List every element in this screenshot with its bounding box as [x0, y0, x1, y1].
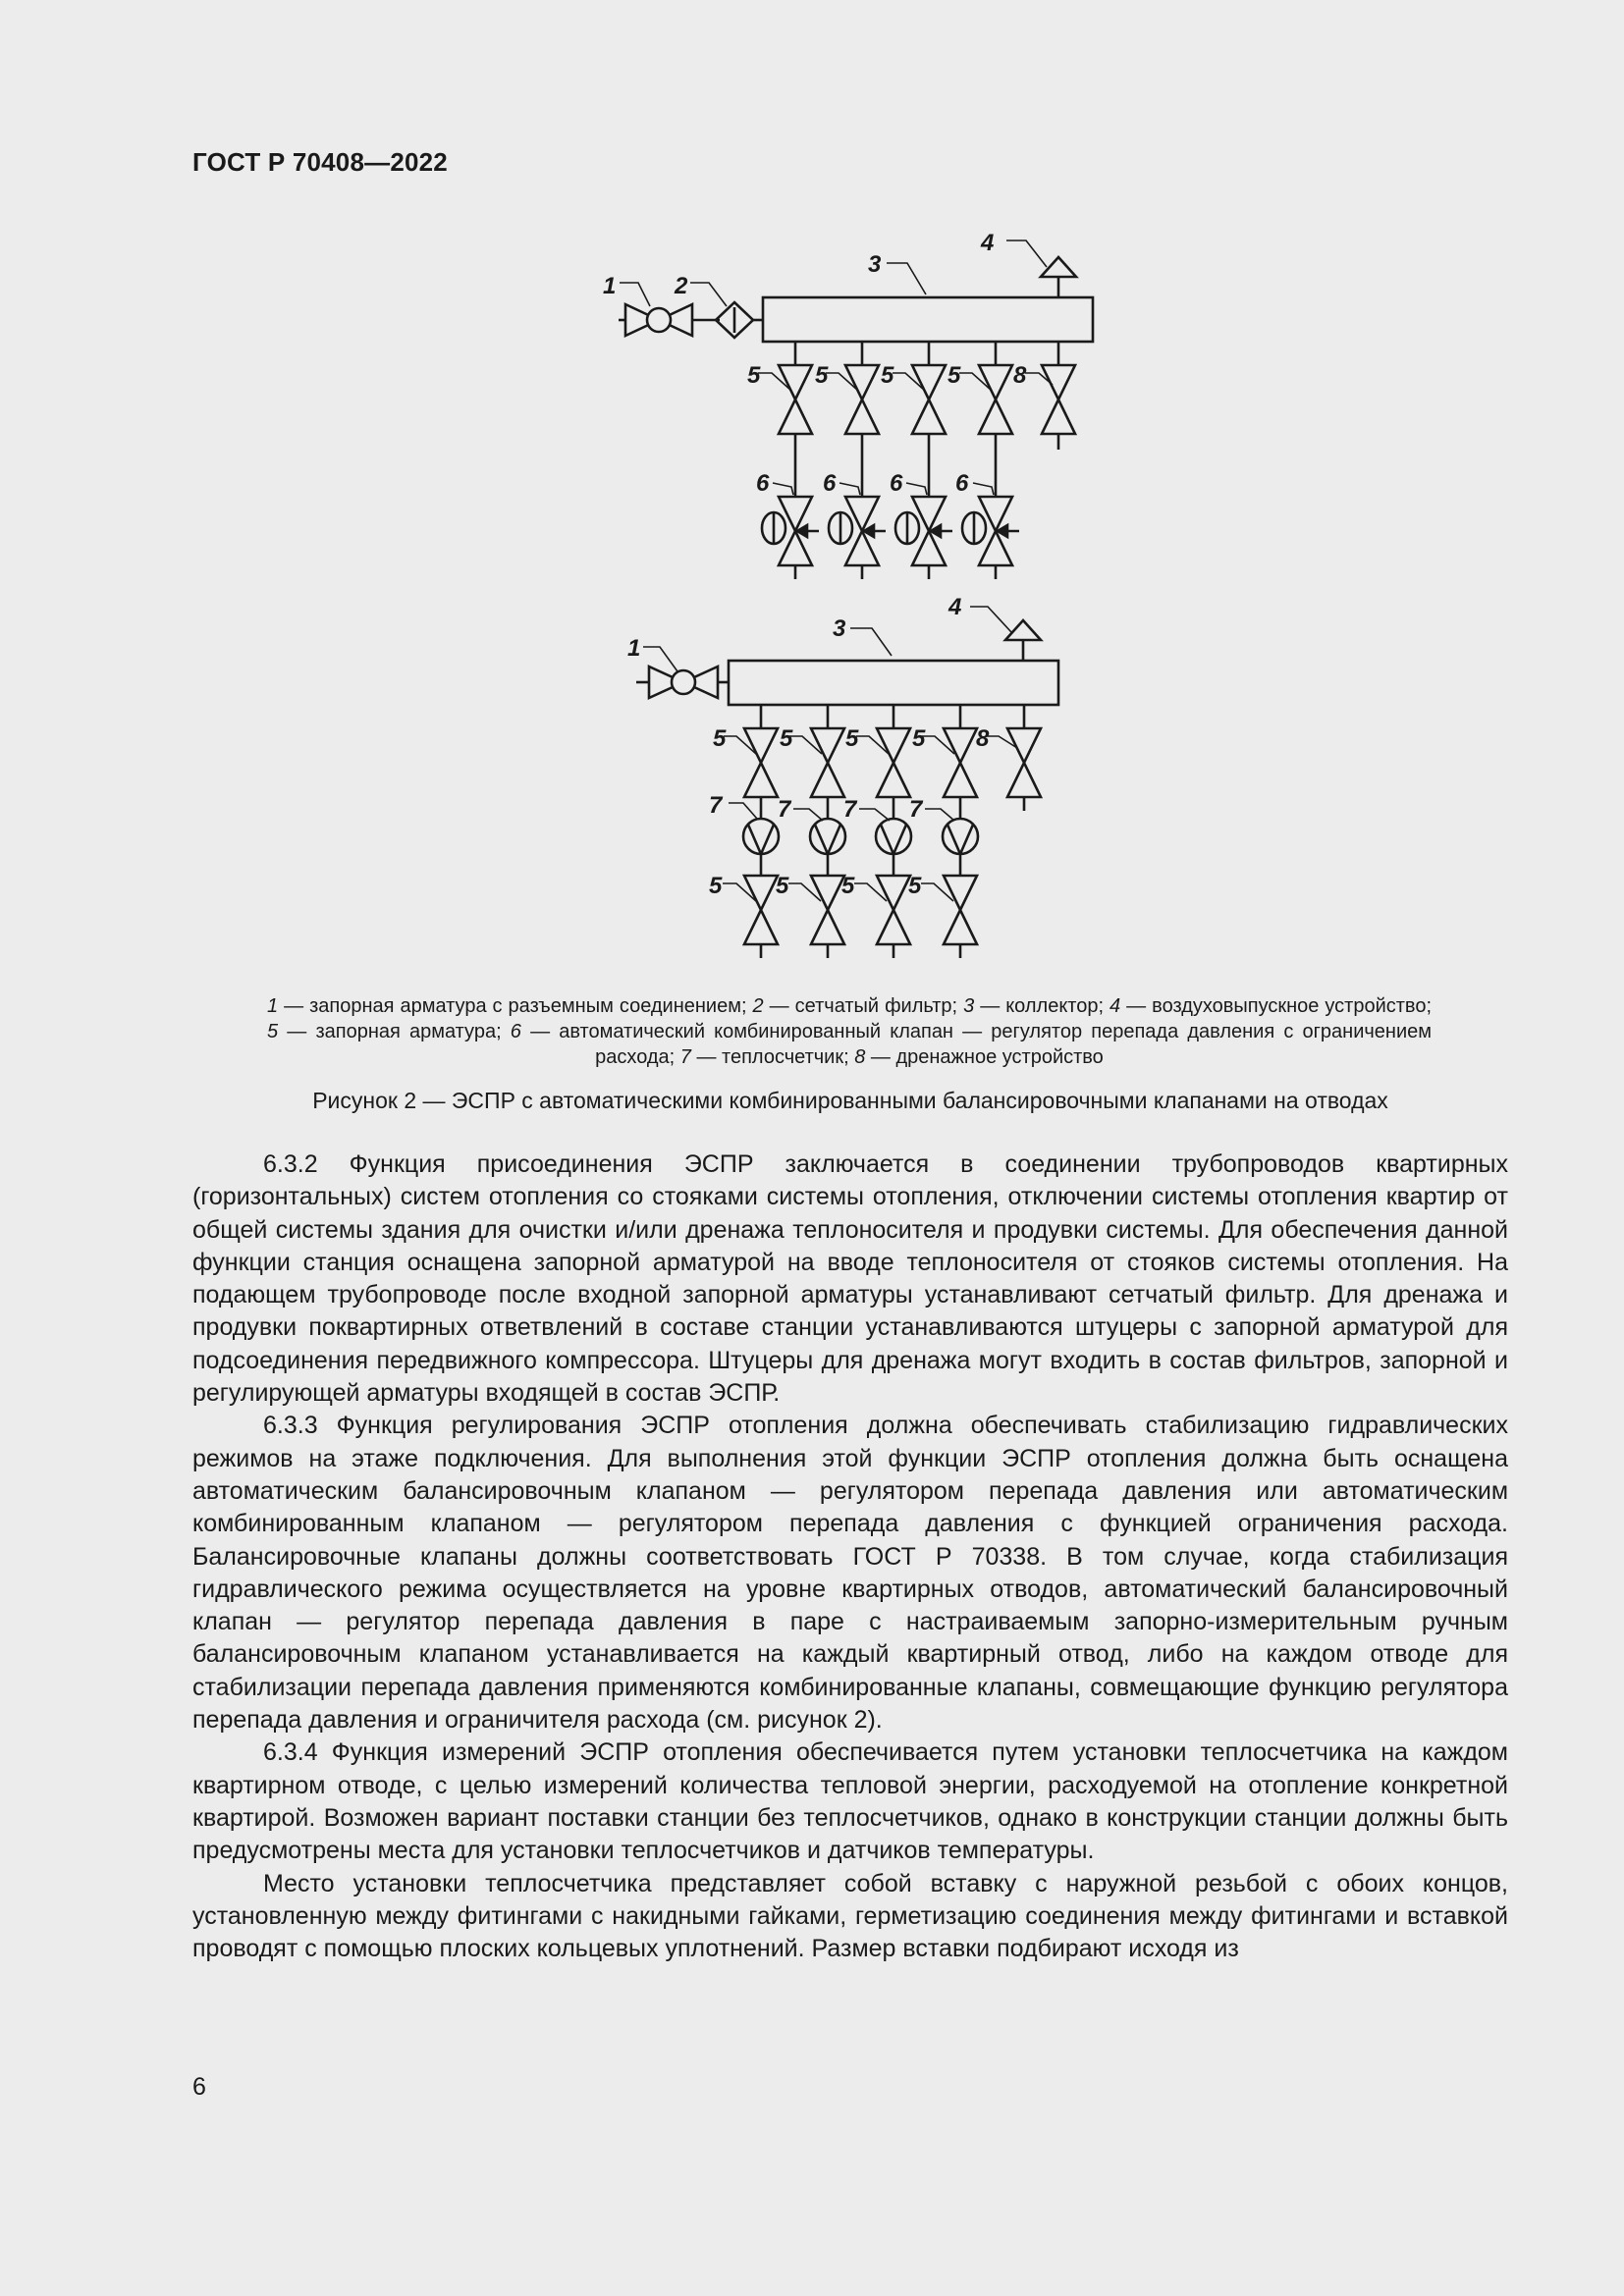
label-4: 4: [981, 230, 995, 256]
label-5: 5: [881, 362, 894, 389]
paragraph-6-3-3: 6.3.3 Функция регулирования ЭСПР отопления должна обеспечивать стабилизацию гидравлических режимов на этаже подключения. Для выполнения этой функции ЭСПР отопления должна быть оснащена автоматическим балансировочным клапаном — регулятором перепада давления или автоматическим комбинированным клапаном — регулятором перепада давления с функцией ограничения расхода. Балансировочные клапаны должны соответствовать ГОСТ Р 70338. В том случае, когда стабилизация гидравлического режима осуществляется на уровне квартирных отводов, автоматический балансировочный клапан — регулятор перепада давления в паре с настраиваемым запорно-измерительным ручным балансировочным клапаном устанавливается на каждый квартирный отвод, либо на каждом отводе для стабилизации перепада давления применяются комбинированные клапаны, совмещающие функцию регулятора перепада давления и ограничителя расхода (см. рисунок 2).: [192, 1412, 1508, 1735]
label-5: 5: [845, 725, 859, 752]
label-6: 6: [890, 470, 903, 497]
label-8: 8: [976, 725, 990, 752]
label-3: 3: [868, 251, 882, 278]
legend-text-1: — запорная арматура с разъемным соединением;: [278, 995, 753, 1017]
legend-num-5: 5: [267, 1021, 279, 1042]
label-5: 5: [912, 725, 926, 752]
label-1: 1: [603, 273, 617, 299]
label-5: 5: [780, 725, 793, 752]
label-5: 5: [815, 362, 829, 389]
paragraph-6-3-2: 6.3.2 Функция присоединения ЭСПР заключается в соединении трубопроводов квартирных (горизонтальных) систем отопления со стояками системы отопления, отключении системы отопления квартир от общей системы здания для очистки и/или дренажа теплоносителя и продувки системы. Для обеспечения данной функции станция оснащена запорной арматурой на вводе теплоносителя от стояков системы отопления. На подающем трубопроводе после входной запорной арматуры устанавливают сетчатый фильтр. Для дренажа и продувки поквартирных ответвлений в составе станции устанавливаются штуцеры с запорной арматурой для подсоединения передвижного компрессора. Штуцеры для дренажа могут входить в состав фильтров, запорной и регулирующей арматуры входящей в состав ЭСПР.: [192, 1150, 1508, 1408]
label-5: 5: [947, 362, 961, 389]
legend-num-4: 4: [1110, 995, 1121, 1017]
bottom-diagram: [636, 607, 1058, 958]
label-7: 7: [709, 792, 723, 819]
top-air-vent-4: [1041, 257, 1076, 297]
label-6: 6: [955, 470, 969, 497]
page-number: 6: [192, 2073, 206, 2101]
legend-text-6: — автоматический комбинированный клапан — регулятор перепада давления с ограничением расхода;: [520, 1021, 1432, 1068]
label-5: 5: [908, 873, 922, 899]
legend-num-1: 1: [267, 995, 279, 1017]
figure-2-schematic: [0, 0, 1624, 982]
figure-caption: Рисунок 2 — ЭСПР с автоматическими комбинированными балансировочными клапанами на отводах: [312, 1088, 1388, 1113]
legend-text-5: — запорная арматура;: [278, 1021, 511, 1042]
legend-num-7: 7: [679, 1046, 691, 1068]
legend-text-7: — теплосчетчик;: [690, 1046, 855, 1068]
bottom-collector-3: [729, 661, 1058, 705]
top-strainer-2: [716, 302, 763, 338]
label-1: 1: [627, 635, 641, 662]
legend-text-4: — воздуховыпускное устройство;: [1120, 995, 1432, 1017]
label-3: 3: [833, 615, 846, 642]
label-5: 5: [747, 362, 761, 389]
paragraph-heat-meter-place: Место установки теплосчетчика представляет собой вставку с наружной резьбой с обоих концов, установленную между фитингами с накидными гайками, герметизацию соединения между фитингами и вставкой проводят с помощью плоских кольцевых уплотнений. Размер вставки подбирают исходя из: [192, 1869, 1508, 1963]
label-4: 4: [948, 594, 962, 620]
label-5: 5: [713, 725, 727, 752]
label-8: 8: [1013, 362, 1027, 389]
bottom-diagram-labels: [627, 594, 990, 899]
top-diagram-labels: [603, 230, 1027, 497]
label-5: 5: [841, 873, 855, 899]
label-6: 6: [823, 470, 837, 497]
top-shutoff-valve-1: [625, 304, 720, 336]
document-header: ГОСТ Р 70408—2022: [192, 147, 448, 177]
label-5: 5: [776, 873, 789, 899]
bottom-air-vent-4: [1005, 620, 1041, 661]
bottom-shutoff-valve-1: [649, 667, 729, 698]
label-6: 6: [756, 470, 770, 497]
label-2: 2: [675, 273, 688, 299]
top-collector-3: [763, 297, 1093, 342]
top-combined-valves-row: [762, 497, 1019, 579]
label-7: 7: [843, 796, 857, 823]
label-7: 7: [778, 796, 791, 823]
top-diagram: [619, 240, 1093, 579]
body-text: [192, 1148, 1508, 1965]
legend-text-8: — дренажное устройство: [865, 1046, 1104, 1068]
legend-num-6: 6: [510, 1021, 521, 1042]
figure-legend: [267, 993, 1432, 1070]
label-7: 7: [909, 796, 923, 823]
legend-num-8: 8: [854, 1046, 866, 1068]
paragraph-6-3-4: 6.3.4 Функция измерений ЭСПР отопления обеспечивается путем установки теплосчетчика на каждом квартирном отводе, с целью измерений количества тепловой энергии, расходуемой на отопление конкретной квартирой. Возможен вариант поставки станции без теплосчетчиков, однако в конструкции станции должны быть предусмотрены места для установки теплосчетчиков и датчиков температуры.: [192, 1738, 1508, 1865]
legend-num-3: 3: [963, 995, 975, 1017]
legend-text-3: — коллектор;: [974, 995, 1110, 1017]
legend-text-2: — сетчатый фильтр;: [763, 995, 964, 1017]
label-5: 5: [709, 873, 723, 899]
legend-num-2: 2: [752, 995, 764, 1017]
